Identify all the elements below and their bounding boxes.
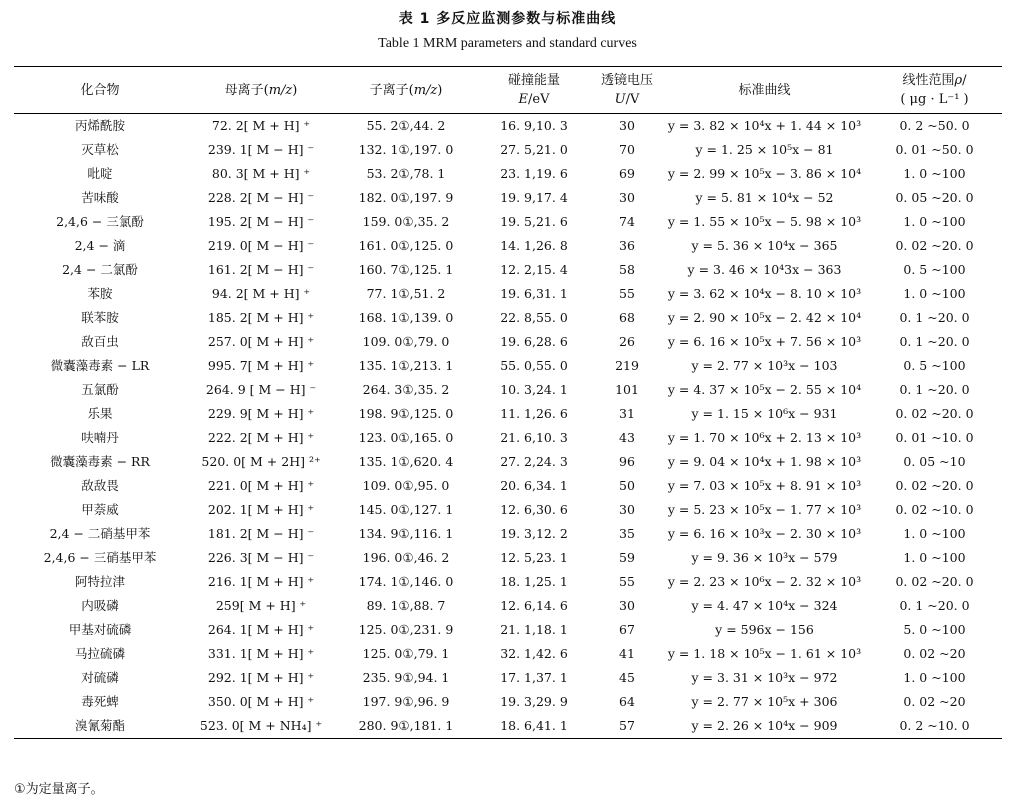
cell-product-ion: 197. 9①,96. 9 xyxy=(362,694,450,709)
cell-standard-curve: y = 5. 36 × 10⁴x − 365 xyxy=(691,238,838,253)
cell-compound: 呋喃丹 xyxy=(81,430,119,445)
cell-precursor-ion: 264. 1[ M + H] ⁺ xyxy=(207,622,315,637)
cell-lens-voltage: 101 xyxy=(615,382,639,397)
cell-compound: 甲萘威 xyxy=(81,502,119,517)
table-row xyxy=(14,210,1002,234)
cell-standard-curve: y = 4. 47 × 10⁴x − 324 xyxy=(691,598,838,613)
table-row xyxy=(14,234,1002,258)
cell-product-ion: 77. 1①,51. 2 xyxy=(366,286,446,301)
cell-standard-curve: y = 7. 03 × 10⁵x + 8. 91 × 10³ xyxy=(667,478,862,493)
table-row xyxy=(14,354,1002,378)
table-row xyxy=(14,546,1002,570)
cell-lens-voltage: 41 xyxy=(619,646,635,661)
table-row xyxy=(14,714,1002,739)
cell-compound: 联苯胺 xyxy=(81,310,119,325)
cell-product-ion: 159. 0①,35. 2 xyxy=(362,214,450,229)
cell-linear-range: 0. 5 ~100 xyxy=(903,262,966,277)
cell-collision-energy: 11. 1,26. 6 xyxy=(500,406,568,421)
cell-compound: 吡啶 xyxy=(87,166,113,181)
cell-lens-voltage: 55 xyxy=(619,286,635,301)
cell-precursor-ion: 195. 2[ M − H] ⁻ xyxy=(207,214,315,229)
cell-product-ion: 123. 0①,165. 0 xyxy=(358,430,454,445)
table-row xyxy=(14,498,1002,522)
cell-collision-energy: 19. 9,17. 4 xyxy=(500,190,568,205)
cell-precursor-ion: 239. 1[ M − H] ⁻ xyxy=(207,142,315,157)
table-row xyxy=(14,450,1002,474)
cell-compound: 阿特拉津 xyxy=(74,574,125,589)
cell-collision-energy: 27. 2,24. 3 xyxy=(500,454,568,469)
table-row xyxy=(14,666,1002,690)
cell-lens-voltage: 43 xyxy=(619,430,635,445)
cell-precursor-ion: 222. 2[ M + H] ⁺ xyxy=(207,430,315,445)
cell-linear-range: 0. 02 ~20. 0 xyxy=(895,478,974,493)
cell-product-ion: 160. 7①,125. 1 xyxy=(358,262,454,277)
table-row xyxy=(14,282,1002,306)
cell-lens-voltage: 96 xyxy=(619,454,635,469)
cell-lens-voltage: 30 xyxy=(619,190,635,205)
cell-product-ion: 55. 2①,44. 2 xyxy=(366,118,446,133)
table-row xyxy=(14,474,1002,498)
mrm-table xyxy=(14,66,1002,739)
cell-linear-range: 0. 5 ~100 xyxy=(903,358,966,373)
cell-compound: 2,4 − 二硝基甲苯 xyxy=(49,526,151,541)
cell-compound: 丙烯酰胺 xyxy=(74,118,125,133)
cell-standard-curve: y = 1. 15 × 10⁶x − 931 xyxy=(691,406,838,421)
cell-collision-energy: 32. 1,42. 6 xyxy=(500,646,568,661)
cell-collision-energy: 19. 3,29. 9 xyxy=(500,694,568,709)
cell-linear-range: 0. 2 ~10. 0 xyxy=(867,714,1002,739)
cell-collision-energy: 12. 6,30. 6 xyxy=(500,502,568,517)
table-caption-cn: 表 1 多反应监测参数与标准曲线 xyxy=(398,11,617,27)
header-row xyxy=(14,67,1002,114)
cell-precursor-ion: 226. 3[ M − H] ⁻ xyxy=(207,550,315,565)
table-row xyxy=(14,642,1002,666)
cell-lens-voltage: 58 xyxy=(619,262,635,277)
cell-collision-energy: 18. 6,41. 1 xyxy=(476,714,592,739)
cell-precursor-ion: 520. 0[ M + 2H] ²⁺ xyxy=(201,454,321,469)
cell-product-ion: 182. 0①,197. 9 xyxy=(358,190,454,205)
cell-compound: 乐果 xyxy=(87,406,113,421)
cell-collision-energy: 17. 1,37. 1 xyxy=(500,670,568,685)
cell-precursor-ion: 80. 3[ M + H] ⁺ xyxy=(211,166,311,181)
cell-linear-range: 0. 1 ~20. 0 xyxy=(899,382,970,397)
cell-compound: 毒死蜱 xyxy=(81,694,119,709)
cell-lens-voltage: 68 xyxy=(619,310,635,325)
cell-standard-curve: y = 1. 70 × 10⁶x + 2. 13 × 10³ xyxy=(667,430,862,445)
cell-standard-curve: y = 2. 23 × 10⁶x − 2. 32 × 10³ xyxy=(667,574,862,589)
cell-linear-range: 1. 0 ~100 xyxy=(903,286,966,301)
cell-precursor-ion: 257. 0[ M + H] ⁺ xyxy=(207,334,315,349)
cell-compound: 五氯酚 xyxy=(81,382,119,397)
cell-compound: 马拉硫磷 xyxy=(74,646,125,661)
cell-precursor-ion: 523. 0[ M + NH₄] ⁺ xyxy=(186,714,336,739)
cell-lens-voltage: 35 xyxy=(619,526,635,541)
cell-lens-voltage: 59 xyxy=(619,550,635,565)
cell-standard-curve: y = 9. 36 × 10³x − 579 xyxy=(691,550,838,565)
cell-lens-voltage: 64 xyxy=(619,694,635,709)
cell-product-ion: 135. 1①,213. 1 xyxy=(358,358,454,373)
cell-precursor-ion: 331. 1[ M + H] ⁺ xyxy=(207,646,315,661)
cell-standard-curve: y = 596x − 156 xyxy=(715,622,814,637)
cell-product-ion: 109. 0①,95. 0 xyxy=(362,478,450,493)
cell-linear-range: 1. 0 ~100 xyxy=(903,166,966,181)
cell-linear-range: 1. 0 ~100 xyxy=(903,214,966,229)
cell-linear-range: 0. 02 ~20. 0 xyxy=(895,406,974,421)
cell-compound: 溴氰菊酯 xyxy=(14,714,186,739)
table-row xyxy=(14,690,1002,714)
cell-lens-voltage: 50 xyxy=(619,478,635,493)
cell-linear-range: 0. 02 ~10. 0 xyxy=(895,502,974,517)
cell-compound: 苯胺 xyxy=(87,286,113,301)
table-row xyxy=(14,402,1002,426)
header-lens-voltage: 透镜电压 U/V xyxy=(592,67,662,114)
table-row xyxy=(14,522,1002,546)
cell-precursor-ion: 72. 2[ M + H] ⁺ xyxy=(211,118,311,133)
cell-standard-curve: y = 9. 04 × 10⁴x + 1. 98 × 10³ xyxy=(667,454,862,469)
cell-precursor-ion: 185. 2[ M + H] ⁺ xyxy=(207,310,315,325)
cell-compound: 2,4 − 滴 xyxy=(74,238,126,253)
cell-standard-curve: y = 1. 18 × 10⁵x − 1. 61 × 10³ xyxy=(667,646,862,661)
cell-lens-voltage: 45 xyxy=(619,670,635,685)
cell-linear-range: 0. 05 ~10 xyxy=(903,454,966,469)
cell-product-ion: 89. 1①,88. 7 xyxy=(366,598,446,613)
cell-standard-curve: y = 6. 16 × 10⁵x + 7. 56 × 10³ xyxy=(667,334,862,349)
cell-lens-voltage: 70 xyxy=(619,142,635,157)
cell-precursor-ion: 202. 1[ M + H] ⁺ xyxy=(207,502,315,517)
table-footnote: ①为定量离子。 xyxy=(14,782,104,797)
cell-collision-energy: 19. 3,12. 2 xyxy=(500,526,568,541)
cell-lens-voltage: 30 xyxy=(619,118,635,133)
cell-standard-curve: y = 1. 25 × 10⁵x − 81 xyxy=(695,142,834,157)
cell-precursor-ion: 181. 2[ M − H] ⁻ xyxy=(207,526,315,541)
header-standard-curve: 标准曲线 xyxy=(662,67,867,114)
cell-standard-curve: y = 6. 16 × 10³x − 2. 30 × 10³ xyxy=(667,526,862,541)
table-row xyxy=(14,186,1002,210)
table-row xyxy=(14,378,1002,402)
cell-standard-curve: y = 2. 26 × 10⁴x − 909 xyxy=(662,714,867,739)
cell-collision-energy: 16. 9,10. 3 xyxy=(500,118,568,133)
cell-precursor-ion: 216. 1[ M + H] ⁺ xyxy=(207,574,315,589)
cell-collision-energy: 55. 0,55. 0 xyxy=(500,358,568,373)
cell-lens-voltage: 36 xyxy=(619,238,635,253)
cell-compound: 2,4,6 − 三硝基甲苯 xyxy=(43,550,157,565)
cell-standard-curve: y = 2. 77 × 10³x − 103 xyxy=(691,358,838,373)
cell-precursor-ion: 221. 0[ M + H] ⁺ xyxy=(207,478,315,493)
cell-collision-energy: 27. 5,21. 0 xyxy=(500,142,568,157)
cell-collision-energy: 18. 1,25. 1 xyxy=(500,574,568,589)
cell-compound: 内吸磷 xyxy=(81,598,119,613)
table-row xyxy=(14,114,1002,139)
cell-lens-voltage: 219 xyxy=(615,358,639,373)
cell-product-ion: 198. 9①,125. 0 xyxy=(358,406,454,421)
cell-compound: 甲基对硫磷 xyxy=(68,622,132,637)
cell-lens-voltage: 30 xyxy=(619,502,635,517)
header-linear-range: 线性范围ρ/ ( μg · L⁻¹ ) xyxy=(867,67,1002,114)
cell-precursor-ion: 292. 1[ M + H] ⁺ xyxy=(207,670,315,685)
cell-linear-range: 0. 02 ~20. 0 xyxy=(895,238,974,253)
cell-compound: 敌敌畏 xyxy=(81,478,119,493)
cell-precursor-ion: 229. 9[ M + H] ⁺ xyxy=(207,406,315,421)
cell-linear-range: 0. 02 ~20 xyxy=(903,646,966,661)
cell-lens-voltage: 69 xyxy=(619,166,635,181)
cell-linear-range: 0. 01 ~50. 0 xyxy=(895,142,974,157)
cell-linear-range: 0. 1 ~20. 0 xyxy=(899,598,970,613)
cell-product-ion: 132. 1①,197. 0 xyxy=(358,142,454,157)
cell-collision-energy: 21. 1,18. 1 xyxy=(500,622,568,637)
cell-standard-curve: y = 3. 62 × 10⁴x − 8. 10 × 10³ xyxy=(667,286,862,301)
cell-linear-range: 5. 0 ~100 xyxy=(903,622,966,637)
cell-linear-range: 0. 1 ~20. 0 xyxy=(899,334,970,349)
cell-precursor-ion: 228. 2[ M − H] ⁻ xyxy=(207,190,315,205)
header-precursor: 母离子(m/z) xyxy=(186,67,336,114)
cell-precursor-ion: 94. 2[ M + H] ⁺ xyxy=(211,286,311,301)
cell-precursor-ion: 259[ M + H] ⁺ xyxy=(215,598,307,613)
cell-standard-curve: y = 4. 37 × 10⁵x − 2. 55 × 10⁴ xyxy=(667,382,862,397)
table-row xyxy=(14,258,1002,282)
cell-product-ion: 196. 0①,46. 2 xyxy=(362,550,450,565)
cell-compound: 苦味酸 xyxy=(81,190,119,205)
cell-product-ion: 134. 9①,116. 1 xyxy=(358,526,454,541)
cell-precursor-ion: 161. 2[ M − H] ⁻ xyxy=(207,262,315,277)
cell-collision-energy: 19. 6,28. 6 xyxy=(500,334,568,349)
cell-collision-energy: 10. 3,24. 1 xyxy=(500,382,568,397)
cell-standard-curve: y = 2. 77 × 10⁵x + 306 xyxy=(691,694,838,709)
cell-compound: 敌百虫 xyxy=(81,334,119,349)
cell-linear-range: 0. 02 ~20. 0 xyxy=(895,574,974,589)
cell-linear-range: 0. 01 ~10. 0 xyxy=(895,430,974,445)
cell-standard-curve: y = 3. 46 × 10⁴3x − 363 xyxy=(687,262,842,277)
cell-lens-voltage: 31 xyxy=(619,406,635,421)
cell-precursor-ion: 350. 0[ M + H] ⁺ xyxy=(207,694,315,709)
cell-product-ion: 53. 2①,78. 1 xyxy=(366,166,446,181)
cell-standard-curve: y = 2. 99 × 10⁵x − 3. 86 × 10⁴ xyxy=(667,166,862,181)
cell-linear-range: 0. 05 ~20. 0 xyxy=(895,190,974,205)
cell-collision-energy: 19. 6,31. 1 xyxy=(500,286,568,301)
table-row xyxy=(14,570,1002,594)
cell-compound: 2,4,6 − 三氯酚 xyxy=(56,214,144,229)
cell-collision-energy: 12. 6,14. 6 xyxy=(500,598,568,613)
cell-collision-energy: 19. 5,21. 6 xyxy=(500,214,568,229)
header-compound: 化合物 xyxy=(14,67,186,114)
cell-compound: 2,4 − 二氯酚 xyxy=(62,262,138,277)
cell-precursor-ion: 219. 0[ M − H] ⁻ xyxy=(207,238,315,253)
cell-product-ion: 145. 0①,127. 1 xyxy=(358,502,454,517)
cell-standard-curve: y = 5. 81 × 10⁴x − 52 xyxy=(695,190,834,205)
cell-compound: 微囊藻毒素 − RR xyxy=(50,454,150,469)
cell-product-ion: 109. 0①,79. 0 xyxy=(362,334,450,349)
cell-product-ion: 235. 9①,94. 1 xyxy=(362,670,450,685)
cell-collision-energy: 22. 8,55. 0 xyxy=(500,310,568,325)
cell-lens-voltage: 30 xyxy=(619,598,635,613)
cell-product-ion: 125. 0①,79. 1 xyxy=(362,646,450,661)
cell-linear-range: 0. 02 ~20 xyxy=(903,694,966,709)
cell-collision-energy: 23. 1,19. 6 xyxy=(500,166,568,181)
cell-product-ion: 161. 0①,125. 0 xyxy=(358,238,454,253)
cell-product-ion: 264. 3①,35. 2 xyxy=(362,382,450,397)
table-row xyxy=(14,138,1002,162)
cell-linear-range: 1. 0 ~100 xyxy=(903,550,966,565)
cell-collision-energy: 14. 1,26. 8 xyxy=(500,238,568,253)
table-row xyxy=(14,330,1002,354)
table-row xyxy=(14,306,1002,330)
table-body xyxy=(14,114,1002,739)
cell-collision-energy: 21. 6,10. 3 xyxy=(500,430,568,445)
cell-standard-curve: y = 3. 31 × 10³x − 972 xyxy=(691,670,838,685)
cell-standard-curve: y = 1. 55 × 10⁵x − 5. 98 × 10³ xyxy=(667,214,862,229)
cell-product-ion: 168. 1①,139. 0 xyxy=(358,310,454,325)
cell-lens-voltage: 67 xyxy=(619,622,635,637)
cell-precursor-ion: 995. 7[ M + H] ⁺ xyxy=(207,358,315,373)
cell-product-ion: 135. 1①,620. 4 xyxy=(358,454,454,469)
cell-compound: 微囊藻毒素 − LR xyxy=(50,358,150,373)
table-row xyxy=(14,594,1002,618)
cell-collision-energy: 20. 6,34. 1 xyxy=(500,478,568,493)
cell-standard-curve: y = 5. 23 × 10⁵x − 1. 77 × 10³ xyxy=(667,502,862,517)
cell-compound: 灭草松 xyxy=(81,142,119,157)
cell-product-ion: 174. 1①,146. 0 xyxy=(358,574,454,589)
cell-standard-curve: y = 2. 90 × 10⁵x − 2. 42 × 10⁴ xyxy=(667,310,862,325)
table-row xyxy=(14,618,1002,642)
cell-linear-range: 1. 0 ~100 xyxy=(903,526,966,541)
cell-product-ion: 280. 9①,181. 1 xyxy=(336,714,476,739)
cell-collision-energy: 12. 2,15. 4 xyxy=(500,262,568,277)
cell-compound: 对硫磷 xyxy=(81,670,119,685)
cell-standard-curve: y = 3. 82 × 10⁴x + 1. 44 × 10³ xyxy=(667,118,862,133)
table-row xyxy=(14,426,1002,450)
table-caption-en: Table 1 MRM parameters and standard curves xyxy=(378,36,637,51)
cell-linear-range: 1. 0 ~100 xyxy=(903,670,966,685)
cell-lens-voltage: 57 xyxy=(592,714,662,739)
cell-lens-voltage: 55 xyxy=(619,574,635,589)
table-row xyxy=(14,162,1002,186)
cell-product-ion: 125. 0①,231. 9 xyxy=(358,622,454,637)
cell-lens-voltage: 26 xyxy=(619,334,635,349)
cell-linear-range: 0. 1 ~20. 0 xyxy=(899,310,970,325)
cell-precursor-ion: 264. 9 [ M − H] ⁻ xyxy=(205,382,317,397)
cell-linear-range: 0. 2 ~50. 0 xyxy=(899,118,970,133)
cell-lens-voltage: 74 xyxy=(619,214,635,229)
cell-collision-energy: 12. 5,23. 1 xyxy=(500,550,568,565)
header-collision-energy: 碰撞能量 E/eV xyxy=(476,67,592,114)
header-product: 子离子(m/z) xyxy=(336,67,476,114)
